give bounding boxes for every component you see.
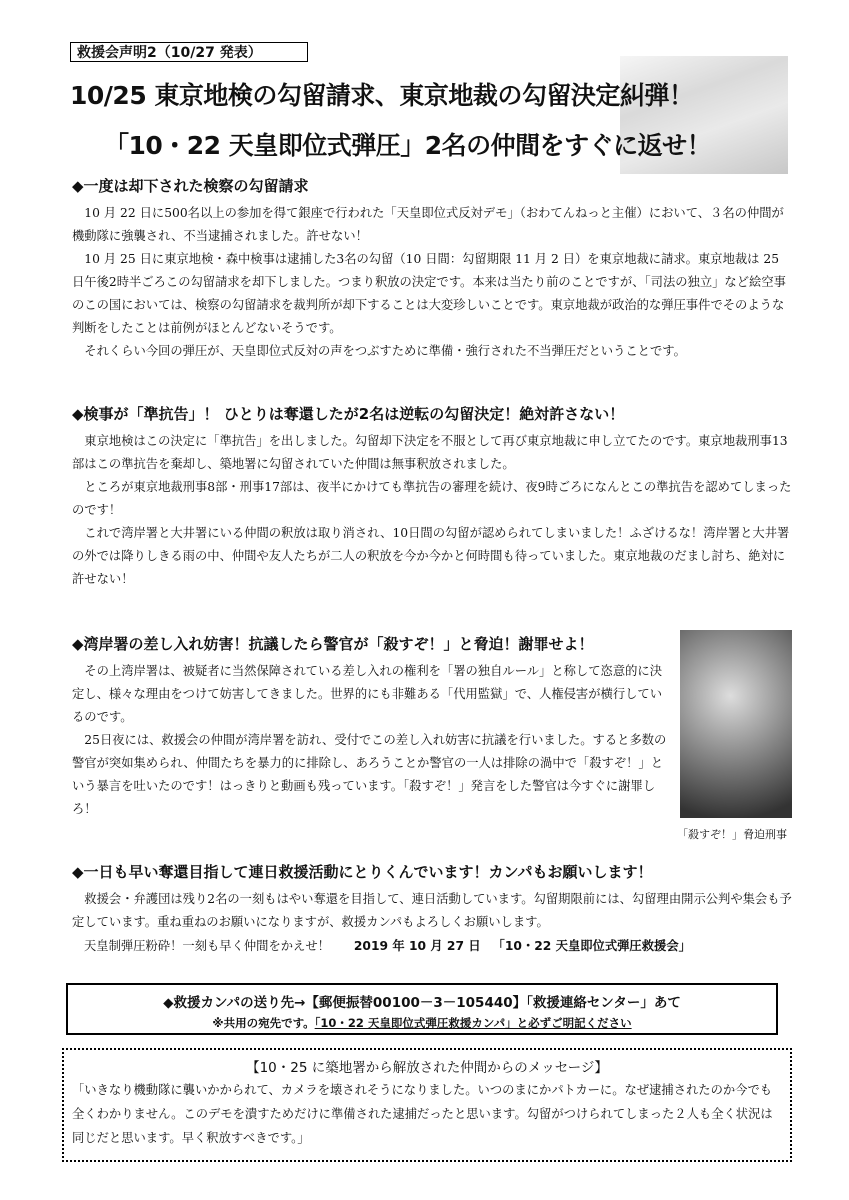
signoff-slogan: 天皇制弾圧粉砕！一刻も早く仲間をかえせ！ <box>84 939 330 953</box>
main-title: 10/25 東京地検の勾留請求、東京地裁の勾留決定糾弾！ <box>70 81 694 110</box>
suspect-officer-photo <box>680 630 792 818</box>
donation-note-underlined: 「10・22 天皇即位式弾圧救援カンパ」と必ずご明記ください <box>314 1016 632 1030</box>
message-body: 「いきなり機動隊に襲いかかられて、カメラを壊されそうになりました。いつのまにかパトカーに。なぜ逮捕されたのか今でも全くわかりません。このデモを潰すためだけに準備された逮捕だったと思います。勾留がつけられてしまった２人も全く状況は同じだと思います。早く釈放すべきです。」 <box>72 1083 773 1145</box>
section-heading: ◆一度は却下された検察の勾留請求 <box>72 177 309 195</box>
paragraph: 25日夜には、救援会の仲間が湾岸署を訪れ、受付でこの差し入れ妨害に抗議を行いました。すると多数の警官が突如集められ、仲間たちを暴力的に排除し、あろうことか警官の一人は排除の渦中で「殺すぞ！」という暴言を吐いたのです！はっきりと動画も残っています。「殺すぞ！」発言をした警官は今すぐに謝罪しろ！ <box>72 733 667 816</box>
paragraph: ところが東京地裁刑事8部・刑事17部は、夜半にかけても準抗告の審理を続け、夜9時ごろになんとこの準抗告を認めてしまったのです！ <box>72 480 792 517</box>
sub-title: 「10・22 天皇即位式弾圧」2名の仲間をすぐに返せ！ <box>104 131 712 160</box>
message-box <box>62 1048 792 1162</box>
statement-tag: 救援会声明2（10/27 発表） <box>70 42 308 62</box>
donation-note <box>68 1015 776 1031</box>
message-title: 【10・25 に築地署から解放された仲間からのメッセージ】 <box>246 1060 608 1076</box>
paragraph: 東京地検はこの決定に「準抗告」を出しました。勾留却下決定を不服として再び東京地裁に申し立てたのです。東京地裁刑事13部はこの準抗告を棄却し、築地署に勾留されていた仲間は無事釈放されました。 <box>72 434 788 471</box>
paragraph: 10 月 22 日に500名以上の参加を得て銀座で行われた「天皇即位式反対デモ」（おわてんねっと主催）において、３名の仲間が機動隊に強襲され、不当逮捕されました。許せない！ <box>72 206 784 243</box>
section-2 <box>72 403 792 591</box>
section-heading: ◆一日も早い奪還目指して連日救援活動にとりくんでいます！カンパもお願いします！ <box>72 863 653 881</box>
section-heading: ◆検事が「準抗告」！ ひとりは奪還したが2名は逆転の勾留決定！絶対許さない！ <box>72 405 625 423</box>
paragraph: それくらい今回の弾圧が、天皇即位式反対の声をつぶすために準備・強行された不当弾圧だということです。 <box>84 344 686 358</box>
donation-account: ◆救援カンパの送り先→【郵便振替00100－3－105440】「救援連絡センター」あて <box>163 995 681 1011</box>
photo-caption: 「殺すぞ！」脅迫刑事 <box>677 828 787 841</box>
section-1 <box>72 175 792 363</box>
donation-box <box>66 983 778 1035</box>
signoff-org: 「10・22 天皇即位式弾圧救援会」 <box>492 939 691 953</box>
section-4 <box>72 861 792 954</box>
paragraph: 救援会・弁護団は残り2名の一刻もはやい奪還を目指して、連日活動しています。勾留期限前には、勾留理由開示公判や集会も予定しています。重ね重ねのお願いになりますが、救援カンパもよろしくお願いします。 <box>72 892 792 929</box>
section-heading: ◆湾岸署の差し入れ妨害！抗議したら警官が「殺すぞ！」と脅迫！謝罪せよ！ <box>72 635 594 653</box>
paragraph: その上湾岸署は、被疑者に当然保障されている差し入れの権利を「署の独自ルール」と称して恣意的に決定し、様々な理由をつけて妨害してきました。世界的にも非難ある「代用監獄」で、人権侵害が横行しているのです。 <box>72 664 663 724</box>
signoff <box>72 936 792 954</box>
paragraph: これで湾岸署と大井署にいる仲間の釈放は取り消され、10日間の勾留が認められてしまいました！ふざけるな！湾岸署と大井署の外では降りしきる雨の中、仲間や友人たちが二人の釈放を今か今かと何時間も待っていました。東京地裁のだまし討ち、絶対に許せない！ <box>72 526 790 586</box>
donation-note-prefix: ※共用の宛先です。 <box>212 1016 315 1030</box>
signoff-date: 2019 年 10 月 27 日 <box>353 939 481 953</box>
section-3 <box>72 633 672 821</box>
paragraph: 10 月 25 日に東京地検・森中検事は逮捕した3名の勾留（10 日間：勾留期限 11 月 2 日）を東京地裁に請求。東京地裁は 25 日午後2時半ごろこの勾留請求を却下しました。つまり釈放の決定です。本来は当たり前のことですが、「司法の独立」など絵空事のこの国においては、検察の勾留請求を裁判所が却下することは大変珍しいことです。東京地裁が政治的な弾圧事件でそのような判断をしたことは前例がほとんどないそうです。 <box>72 252 786 335</box>
